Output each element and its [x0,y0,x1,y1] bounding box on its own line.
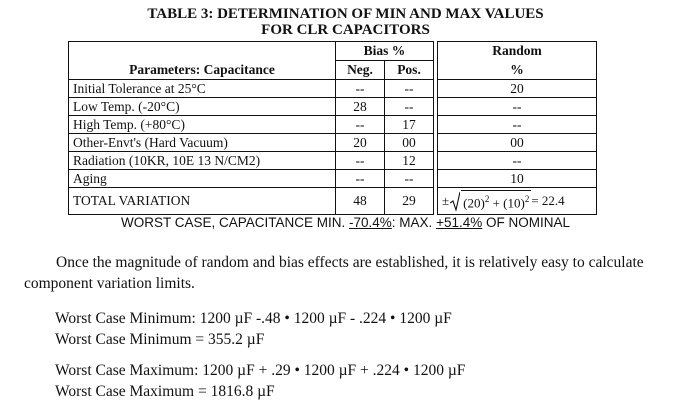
pos-cell: 17 [385,116,434,134]
parameters-header: Parameters: Capacitance [69,61,336,80]
table-header-row-2 [69,61,597,80]
term-1: (20) [463,195,485,211]
header-blank-cell [69,42,336,61]
total-pos-cell: 29 [385,188,434,215]
worst-case-max-formula: Worst Case Maximum: 1200 µF + .29 • 1200 µF + .224 • 1200 µF [55,362,466,379]
random-unit-header: % [438,61,597,80]
random-cell: -- [438,98,597,116]
square-root-icon [450,191,460,211]
table-row [69,134,597,152]
pos-cell: 00 [385,134,434,152]
worst-case-prefix: WORST CASE, CAPACITANCE MIN. [120,215,350,230]
pos-cell: -- [385,80,434,98]
worst-case-min-formula: Worst Case Minimum: 1200 µF -.48 • 1200 µF - .224 • 1200 µF [55,310,452,327]
worst-case-min-value: -70.4% [349,215,392,230]
capacitance-variation-table [68,41,597,215]
term-2: (10) [503,195,525,211]
random-cell: 20 [438,80,597,98]
exponent-1: 2 [484,194,490,205]
random-group-header: Random [438,42,597,61]
paragraph-text: Once the magnitude of random and bias effects are established, it is relatively easy to calculate component variation limits. [24,254,644,292]
pos-cell: -- [385,98,434,116]
param-cell: Low Temp. (-20°C) [69,98,336,116]
plus-minus-sign: ± [442,192,450,208]
neg-header: Neg. [336,61,385,80]
plus-sign: + [489,195,504,211]
worst-case-max-result: Worst Case Maximum = 1816.8 µF [55,383,275,400]
worst-case-suffix: OF NOMINAL [482,215,570,230]
worst-case-summary [0,215,691,230]
random-cell: -- [438,152,597,170]
table-row [69,170,597,188]
table-row [69,80,597,98]
neg-cell: 28 [336,98,385,116]
table-header-row-1 [69,42,597,61]
bias-group-header: Bias % [336,42,434,61]
table-row [69,116,597,134]
param-cell: Radiation (10KR, 10E 13 N/CM2) [69,152,336,170]
total-label-cell: TOTAL VARIATION [69,188,336,215]
random-cell: 10 [438,170,597,188]
table-title-line-1: TABLE 3: DETERMINATION OF MIN AND MAX VALUES [147,6,544,22]
total-neg-cell: 48 [336,188,385,215]
pos-cell: -- [385,170,434,188]
neg-cell: -- [336,80,385,98]
neg-cell: -- [336,170,385,188]
param-cell: Other-Envt's (Hard Vacuum) [69,134,336,152]
random-cell: -- [438,116,597,134]
worst-case-min-result: Worst Case Minimum = 355.2 µF [55,331,265,348]
formula-result: = 22.4 [531,192,565,208]
total-variation-row [69,188,597,215]
param-cell: Initial Tolerance at 25°C [69,80,336,98]
radicand [461,190,531,211]
worst-case-mid: : MAX. [391,215,437,230]
exponent-2: 2 [524,194,530,205]
worst-case-max-value: +51.4% [436,215,483,230]
explanation-paragraph [24,252,664,294]
neg-cell: -- [336,116,385,134]
param-cell: High Temp. (+80°C) [69,116,336,134]
rss-formula [442,190,565,211]
pos-cell: 12 [385,152,434,170]
table-row [69,98,597,116]
param-cell: Aging [69,170,336,188]
neg-cell: -- [336,152,385,170]
table-title-line-2: FOR CLR CAPACITORS [261,22,430,38]
neg-cell: 20 [336,134,385,152]
table-row [69,152,597,170]
total-random-formula-cell [438,188,597,215]
random-cell: 00 [438,134,597,152]
pos-header: Pos. [385,61,434,80]
